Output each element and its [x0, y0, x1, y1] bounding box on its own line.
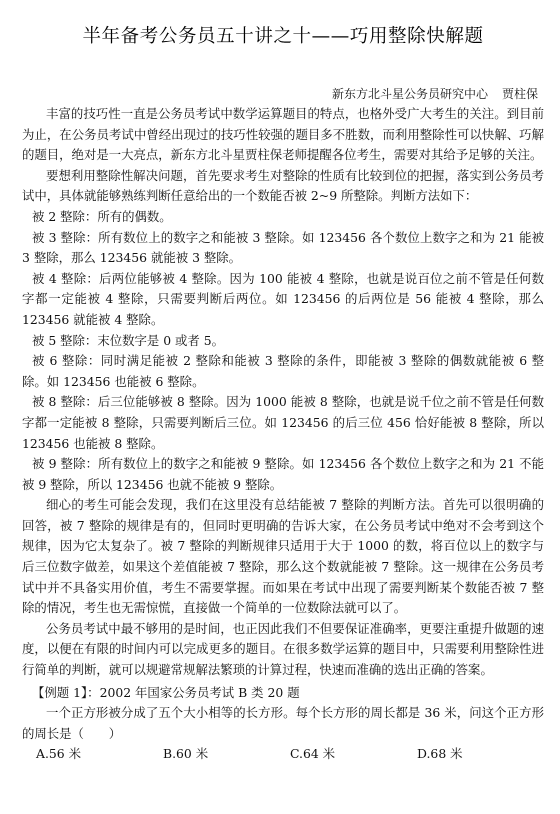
answer-options	[22, 744, 544, 765]
option-c: C.64 米	[290, 746, 336, 762]
rule-divisible-by-9: 被 9 整除：所有数位上的数字之和能被 9 整除。如 123456 各个数位上数字之和为 21 不能被 9 整除，所以 123456 也就不能被 9 整除。	[22, 456, 544, 492]
author-line	[22, 84, 544, 104]
rule-divisible-by-4: 被 4 整除：后两位能够被 4 整除。因为 100 能被 4 整除，也就是说百位之前不管是任何数字都一定能被 4 整除，只需要判断后两位。如 123456 的后两位是 56 能被 4 整除，那么 123456 就能被 4 整除。	[22, 270, 544, 327]
method-paragraph: 要想利用整除性解决问题，首先要求考生对整除的性质有比较到位的把握，落实到公务员考试中，具体就能够熟练判断任意给出的一个数能否被 2~9 所整除。判断方法如下：	[22, 167, 544, 204]
author-organization: 新东方北斗星公务员研究中心	[331, 87, 488, 101]
rule-divisible-by-3: 被 3 整除：所有数位上的数字之和能被 3 整除。如 123456 各个数位上数字之和为 21 能被 3 整除，那么 123456 就能被 3 整除。	[22, 229, 544, 266]
option-a: A.56 米	[36, 746, 81, 762]
rule-divisible-by-5: 被 5 整除：末位数字是 0 或者 5。	[32, 332, 225, 348]
time-paragraph: 公务员考试中最不够用的是时间，也正因此我们不但要保证准确率，更要注重提升做题的速度，以便在有限的时间内可以完成更多的题目。在很多数学运算的题目中，只需要利用整除性进行简单的判断，就可以规避常规解法繁琐的计算过程，快速而准确的选出正确的答案。	[22, 620, 544, 678]
example-question: 一个正方形被分成了五个大小相等的长方形。每个长方形的周长都是 36 米，问这个正方形的周长是（ ）	[22, 705, 544, 741]
intro-paragraph: 丰富的技巧性一直是公务员考试中数学运算题目的特点，也格外受广大考生的关注。到目前为止，在公务员考试中曾经出现过的技巧性较强的题目多不胜数，而利用整除性可以快解、巧解的题目，绝对是一大亮点，新东方北斗星贾柱保老师提醒各位考生，需要对其给予足够的关注。	[22, 106, 544, 163]
option-d: D.68 米	[417, 746, 463, 762]
option-b: B.60 米	[163, 746, 209, 762]
note-divisible-by-7: 细心的考生可能会发现，我们在这里没有总结能被 7 整除的判断方法。首先可以很明确的回答，被 7 整除的规律是有的，但同时更明确的告诉大家，在公务员考试中绝对不会考到这个规律，因为它太复杂了。被 7 整除的判断规律只适用于大于 1000 的数，将百位以上的数字与后三位数字做差，如果这个差值能被 7 整除，那么这个数就能被 7 整除。这一规律在公务员考试中并不具备实用价值，考生不需要掌握。而如果在考试中出现了需要判断某个数能否被 7 整除的情况，考生也无需惊慌，直接做一个简单的一位数除法就可以了。	[22, 497, 544, 616]
author-name: 贾柱保	[501, 87, 538, 101]
example-label: 【例题 1】：2002 年国家公务员考试 B 类 20 题	[32, 684, 300, 700]
document-title: 半年备考公务员五十讲之十——巧用整除快解题	[82, 26, 484, 47]
rule-divisible-by-8: 被 8 整除：后三位能够被 8 整除。因为 1000 能被 8 整除，也就是说千位之前不管是任何数字都一定能被 8 整除，只需要判断后三位。如 123456 的后三位 456 恰好能被 8 整除，所以 123456 也能被 8 整除。	[22, 394, 544, 451]
rule-divisible-by-2: 被 2 整除：所有的偶数。	[32, 208, 172, 224]
rule-divisible-by-6: 被 6 整除：同时满足能被 2 整除和能被 3 整除的条件，即能被 3 整除的偶数就能被 6 整除。如 123456 也能被 6 整除。	[22, 353, 544, 389]
